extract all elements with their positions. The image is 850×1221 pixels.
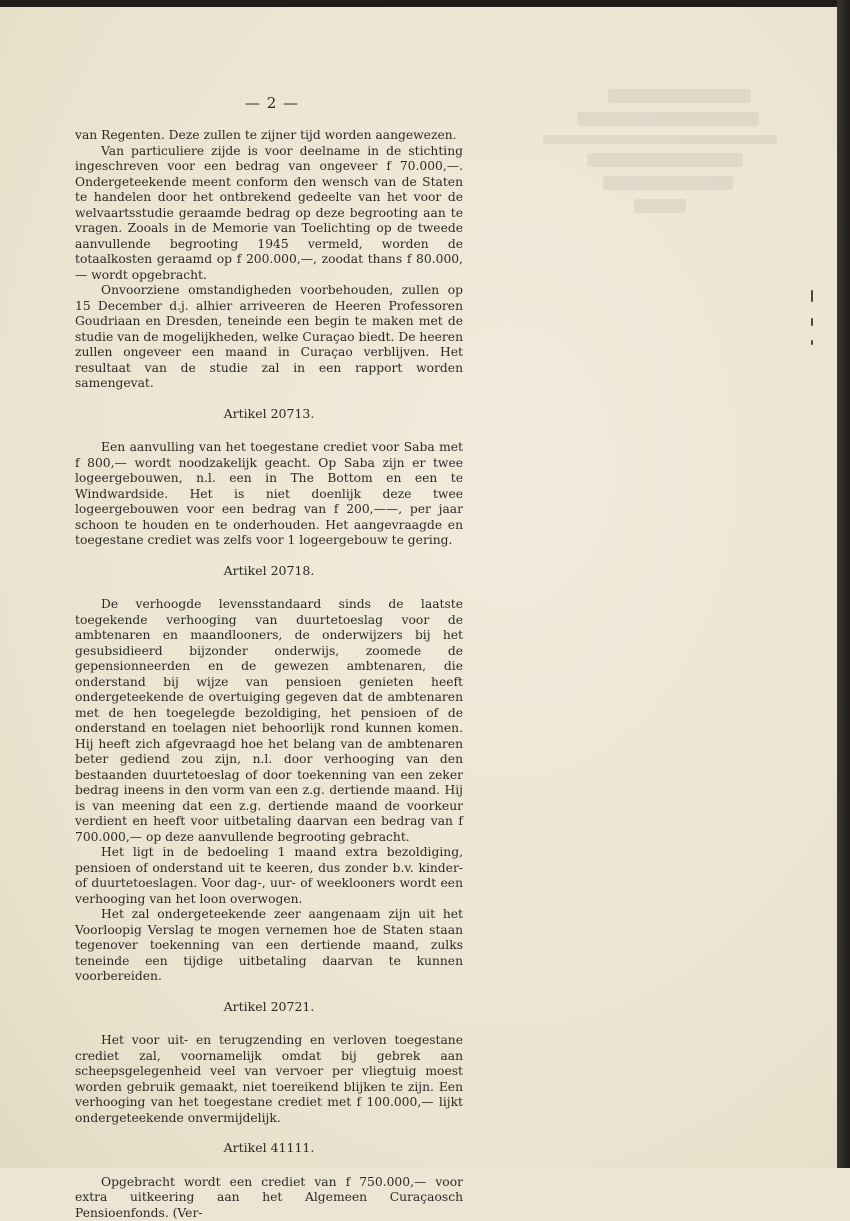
paragraph: Een aanvulling van het toegestane crediet voor Saba met f 800,— wordt noodzakelijk geacht. Op Saba zijn er twee logeergebouwen, n.l. een in The Bottom en een te Windwardside. Het is niet doenlijk deze twee logeergebouwen voor een bedrag van f 200,——, per jaar schoon te houden en te onderhouden. Het aangevraagde en toegestane crediet was zelfs voor 1 logeergebouw te gering. [75,440,463,549]
article-heading: Artikel 41111. [75,1140,463,1156]
article-heading: Artikel 20713. [75,406,463,422]
paragraph: De verhoogde levensstandaard sinds de laatste toegekende verhooging van duurtetoeslag voor de ambtenaren en maandlooners, de onderwijzers bij het gesubsidieerd bijzonder onderwijs, zoomede de gepensionneerden en de gewezen ambtenaren, die onderstand bij wijze van pensioen genieten heeft ondergeteekende de overtuiging gegeven dat de ambtenaren met de hen toegelegde bezoldiging, het pensioen of de onderstand en toelagen niet behoorlijk rond kunnen komen. Hij heeft zich afgevraagd hoe het belang van de ambtenaren beter gediend zou zijn, n.l. door verhooging van den bestaanden duurtetoeslag of door toekenning van een zeker bedrag ineens in den vorm van een z.g. dertiende maand. Hij is van meening dat een z.g. dertiende maand de voorkeur verdient en heeft voor uitbetaling daarvan een bedrag van f 700.000,— op deze aanvullende begrooting gebracht. [75,597,463,845]
article-heading: Artikel 20718. [75,563,463,579]
paragraph: Het voor uit- en terugzending en verloven toegestane crediet zal, voornamelijk omdat bij gebrek aan scheepsgelegenheid veel van vervoer per vliegtuig moest worden gebruik gemaakt, niet toereikend blijken te zijn. Een verhooging van het toegestane crediet met f 100.000,— lijkt ondergeteekende onvermijdelijk. [75,1033,463,1126]
paragraph: Het zal ondergeteekende zeer aangenaam zijn uit het Voorloopig Verslag te mogen vernemen hoe de Staten staan tegenover toekenning van een dertiende maand, zulks teneinde een tijdige uitbetaling daarvan te kunnen voorbereiden. [75,907,463,985]
scan-border-top [0,0,850,7]
scan-border-right [837,0,850,1168]
paragraph: Het ligt in de bedoeling 1 maand extra bezoldiging, pensioen of onderstand uit te keeren, dus zonder b.v. kinder- of duurtetoeslagen. Voor dag-, uur- of weeklooners wordt een verhooging van het loon overwogen. [75,845,463,907]
paragraph: Van particuliere zijde is voor deelname in de stichting ingeschreven voor een bedrag van ongeveer f 70.000,—. Ondergeteekende meent conform den wensch van de Staten te handelen door het ontbrekend gedeelte van het voor de welvaartsstudie geraamde bedrag op deze begrooting aan te vragen. Zooals in de Memorie van Toelichting op de tweede aanvullende begrooting 1945 vermeld, worden de totaalkosten geraamd op f 200.000,—, zoodat thans f 80.000,— wordt opgebracht. [75,144,463,284]
paragraph: Opgebracht wordt een crediet van f 750.000,— voor extra uitkeering aan het Algemeen Curaçaosch Pensioenfonds. (Ver- [75,1175,463,1221]
page-number: — 2 — [242,94,302,112]
article-heading: Artikel 20721. [75,999,463,1015]
bleed-through-text [530,80,790,250]
paragraph: Onvoorziene omstandigheden voorbehouden, zullen op 15 December d.j. alhier arriveeren de Heeren Professoren Goudriaan en Dresden, teneinde een begin te maken met de studie van de mogelijkheden, welke Curaçao biedt. De heeren zullen ongeveer een maand in Curaçao verblijven. Het resultaat van de studie zal in een rapport worden samengevat. [75,283,463,392]
margin-mark [811,340,813,345]
margin-mark [811,290,813,302]
paragraph: van Regenten. Deze zullen te zijner tijd worden aangewezen. [75,128,463,144]
margin-mark [811,318,813,326]
document-body [75,128,463,1221]
